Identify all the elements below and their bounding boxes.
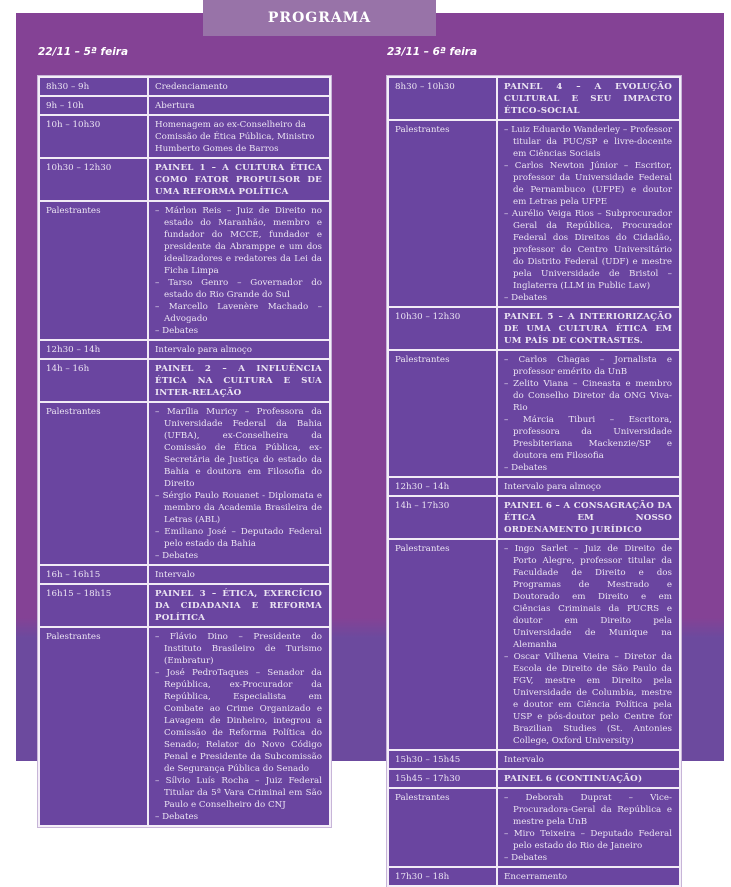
activity: Abertura — [149, 97, 329, 116]
speakers-list — [498, 121, 679, 308]
speakers-label: Palestrantes — [40, 403, 149, 566]
speaker-item: – Debates — [155, 551, 199, 561]
speaker-item: – Oscar Vilhena Vieira – Diretor da Escola de Direito de São Paulo da FGV, mestre em Direito pela Universidade de Columbia, mestre e doutor em Ciência Política pela USP e pós-doutor pelo Centre for Brazilian Studies (St. Antonies College, Oxford University) — [504, 652, 672, 746]
speaker-item: – Carlos Newton Júnior – Escritor, professor da Universidade Federal de Pernambuco (UFPE) e doutor em Letras pela UFPE — [504, 161, 672, 207]
schedule-row — [389, 868, 679, 885]
time-slot: 15h45 – 17h30 — [389, 770, 498, 789]
activity: Intervalo — [498, 751, 679, 770]
panel-title: PAINEL 5 – A INTERIORIZAÇÃO DE UMA CULTURA ÉTICA EM UM PAÍS DE CONTRASTES. — [498, 308, 679, 351]
speaker-item: – Carlos Chagas – Jornalista e professor emérito da UnB — [504, 355, 672, 377]
speakers-label: Palestrantes — [40, 202, 149, 341]
speakers-label: Palestrantes — [389, 351, 498, 478]
speakers-list — [498, 540, 679, 751]
panel-title: PAINEL 6 – A CONSAGRAÇÃO DA ÉTICA EM NOSSO ORDENAMENTO JURÍDICO — [498, 497, 679, 540]
speakers-label: Palestrantes — [40, 628, 149, 825]
speaker-item: – Debates — [504, 293, 548, 303]
speaker-item: – Emiliano José – Deputado Federal pelo estado da Bahia — [155, 527, 322, 549]
panel-title: PAINEL 6 (CONTINUAÇÃO) — [498, 770, 679, 789]
schedule-row — [389, 121, 679, 308]
speaker-item: – Luiz Eduardo Wanderley – Professor titular da PUC/SP e livre-docente em Ciências Sociais — [504, 125, 672, 159]
speakers-list — [149, 628, 329, 825]
time-slot: 17h30 – 18h — [389, 868, 498, 885]
time-slot: 14h – 17h30 — [389, 497, 498, 540]
time-slot: 14h – 16h — [40, 360, 149, 403]
panel-title: PAINEL 4 – A EVOLUÇÃO CULTURAL E SEU IMPACTO ÉTICO-SOCIAL — [498, 78, 679, 121]
time-slot: 9h – 10h — [40, 97, 149, 116]
activity: Intervalo para almoço — [149, 341, 329, 360]
speaker-item: – Debates — [155, 326, 199, 336]
speaker-item: – Aurélio Veiga Rios – Subprocurador Geral da República, Procurador Federal dos Direitos do Cidadão, professor do Centro Universitário do Distrito Federal (UDF) e mestre pela Universidade de Bristol – Inglaterra (LLM in Public Law) — [504, 209, 672, 291]
speaker-item: – Flávio Dino – Presidente do Instituto Brasileiro de Turismo (Embratur) — [155, 632, 322, 666]
schedule-row — [40, 360, 329, 403]
time-slot: 16h – 16h15 — [40, 566, 149, 585]
speaker-item: – Zelito Viana – Cineasta e membro do Conselho Diretor da ONG Viva-Rio — [504, 379, 672, 413]
activity: Intervalo para almoço — [498, 478, 679, 497]
time-slot: 12h30 – 14h — [389, 478, 498, 497]
schedule-row — [389, 478, 679, 497]
time-slot: 8h30 – 10h30 — [389, 78, 498, 121]
activity: Credenciamento — [149, 78, 329, 97]
panel-title: PAINEL 2 – A INFLUÊNCIA ÉTICA NA CULTURA E SUA INTER-RELAÇÃO — [149, 360, 329, 403]
speakers-label: Palestrantes — [389, 789, 498, 868]
time-slot: 10h – 10h30 — [40, 116, 149, 159]
speaker-item: – Debates — [155, 812, 199, 822]
time-slot: 8h30 – 9h — [40, 78, 149, 97]
time-slot: 16h15 – 18h15 — [40, 585, 149, 628]
day-title-thursday: 22/11 – 5ª feira — [38, 46, 129, 58]
panel-title: PAINEL 1 – A CULTURA ÉTICA COMO FATOR PROPULSOR DE UMA REFORMA POLÍTICA — [149, 159, 329, 202]
schedule-row — [389, 789, 679, 868]
speaker-item: – Debates — [504, 853, 548, 863]
schedule-row — [40, 341, 329, 360]
speaker-item: – Marcello Lavenère Machado – Advogado — [155, 302, 322, 324]
schedule-row — [389, 751, 679, 770]
schedule-row — [389, 770, 679, 789]
schedule-row — [389, 540, 679, 751]
speaker-item: – Miro Teixeira – Deputado Federal pelo estado do Rio de Janeiro — [504, 829, 672, 851]
speakers-list — [149, 202, 329, 341]
schedule-row — [40, 585, 329, 628]
speaker-item: – Marília Muricy – Professora da Universidade Federal da Bahia (UFBA), ex-Conselheira da Comissão de Ética Pública, ex-Secretária de Justiça do estado da Bahia e doutora em Filosofia do Direito — [155, 407, 322, 489]
speaker-item: – Márcia Tiburi – Escritora, professora da Universidade Presbiteriana Mackenzie/SP e doutora em Filosofia — [504, 415, 672, 461]
speakers-list — [498, 351, 679, 478]
speaker-item: – José PedroTaques – Senador da República, ex-Procurador da República, Especialista em Combate ao Crime Organizado e Lavagem de Dinheiro, integrou a Comissão de Reforma Política do Senado; Relator do Novo Código Penal e Presidente da Subcomissão de Segurança Pública do Senado — [155, 668, 322, 774]
schedule-row — [40, 78, 329, 97]
speaker-item: – Sérgio Paulo Rouanet - Diplomata e membro da Academia Brasileira de Letras (ABL) — [155, 491, 322, 525]
panel-title: PAINEL 3 – ÉTICA, EXERCÍCIO DA CIDADANIA E REFORMA POLÍTICA — [149, 585, 329, 628]
activity: Homenagem ao ex-Conselheiro da Comissão de Ética Pública, Ministro Humberto Gomes de Barros — [149, 116, 329, 159]
schedule-table-day-1 — [38, 76, 331, 827]
schedule-table-day-2 — [387, 76, 681, 887]
program-title: PROGRAMA — [203, 0, 436, 36]
speaker-item: – Deborah Duprat – Vice-Procuradora-Geral da República e mestre pela UnB — [504, 793, 672, 827]
schedule-row — [389, 497, 679, 540]
schedule-row — [389, 351, 679, 478]
speaker-item: – Márlon Reis – Juiz de Direito no estado do Maranhão, membro e fundador do MCCE, fundador e presidente da Abramppe e um dos idealizadores e redatores da Lei da Ficha Limpa — [155, 206, 322, 276]
schedule-row — [389, 308, 679, 351]
schedule-row — [40, 159, 329, 202]
speaker-item: – Ingo Sarlet – Juiz de Direito de Porto Alegre, professor titular da Faculdade de Direito e dos Programas de Mestrado e Doutorado em Direito e em Ciências Criminais da PUCRS e doutor em Direito pela Universidade de Munique na Alemanha — [504, 544, 672, 650]
speakers-label: Palestrantes — [389, 540, 498, 751]
activity: Intervalo — [149, 566, 329, 585]
time-slot: 10h30 – 12h30 — [40, 159, 149, 202]
schedule-row — [40, 403, 329, 566]
day-title-friday: 23/11 – 6ª feira — [387, 46, 478, 58]
time-slot: 10h30 – 12h30 — [389, 308, 498, 351]
activity: Encerramento — [498, 868, 679, 885]
speakers-label: Palestrantes — [389, 121, 498, 308]
speaker-item: – Sílvio Luís Rocha – Juiz Federal Titular da 5ª Vara Criminal em São Paulo e Conselheiro do CNJ — [155, 776, 322, 810]
schedule-row — [40, 628, 329, 825]
speaker-item: – Tarso Genro – Governador do estado do Rio Grande do Sul — [155, 278, 322, 300]
schedule-row — [40, 116, 329, 159]
speaker-item: – Debates — [504, 463, 548, 473]
time-slot: 15h30 – 15h45 — [389, 751, 498, 770]
schedule-row — [40, 97, 329, 116]
time-slot: 12h30 – 14h — [40, 341, 149, 360]
schedule-row — [40, 566, 329, 585]
speakers-list — [498, 789, 679, 868]
speakers-list — [149, 403, 329, 566]
schedule-row — [40, 202, 329, 341]
schedule-row — [389, 78, 679, 121]
